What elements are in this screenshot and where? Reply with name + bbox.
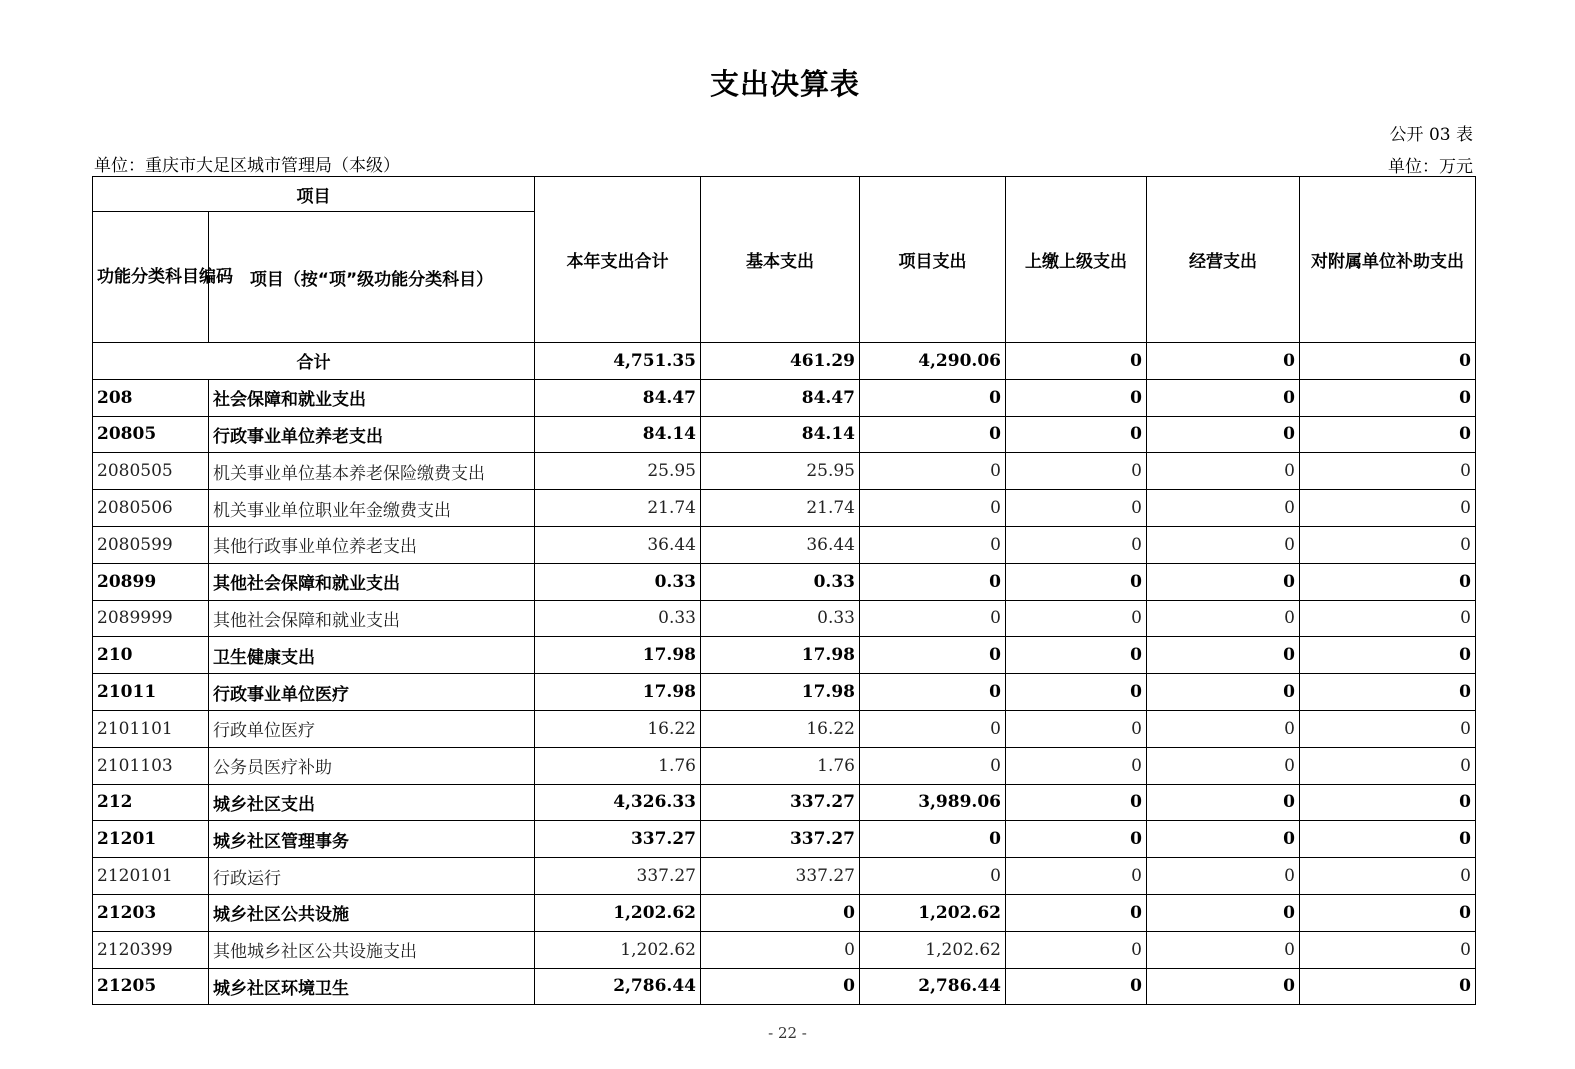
- cell-business: 0: [1147, 968, 1300, 1005]
- total-subsidy: 0: [1300, 343, 1476, 380]
- header-project: 项目: [93, 177, 535, 212]
- cell-business: 0: [1147, 637, 1300, 674]
- cell-project: 0: [860, 674, 1006, 711]
- table-row: [93, 674, 1476, 711]
- cell-code: 21205: [93, 968, 209, 1005]
- cell-project: 0: [860, 747, 1006, 784]
- cell-code: 21203: [93, 894, 209, 931]
- cell-project: 0: [860, 453, 1006, 490]
- cell-business: 0: [1147, 563, 1300, 600]
- cell-total: 0.33: [535, 600, 701, 637]
- cell-business: 0: [1147, 379, 1300, 416]
- cell-basic: 36.44: [701, 526, 860, 563]
- total-upper: 0: [1006, 343, 1147, 380]
- cell-code: 2120101: [93, 858, 209, 895]
- cell-name: 城乡社区支出: [209, 784, 535, 821]
- cell-name: 公务员医疗补助: [209, 747, 535, 784]
- cell-code: 2101103: [93, 747, 209, 784]
- header-total: 本年支出合计: [535, 177, 701, 343]
- cell-upper: 0: [1006, 894, 1147, 931]
- table-row: [93, 894, 1476, 931]
- cell-subsidy: 0: [1300, 858, 1476, 895]
- cell-upper: 0: [1006, 931, 1147, 968]
- total-basic: 461.29: [701, 343, 860, 380]
- cell-upper: 0: [1006, 747, 1147, 784]
- cell-basic: 0.33: [701, 563, 860, 600]
- cell-name: 行政事业单位养老支出: [209, 416, 535, 453]
- total-project: 4,290.06: [860, 343, 1006, 380]
- header-basic: 基本支出: [701, 177, 860, 343]
- cell-upper: 0: [1006, 637, 1147, 674]
- cell-name: 机关事业单位职业年金缴费支出: [209, 490, 535, 527]
- cell-upper: 0: [1006, 490, 1147, 527]
- cell-basic: 25.95: [701, 453, 860, 490]
- table-row: [93, 453, 1476, 490]
- cell-name: 行政运行: [209, 858, 535, 895]
- cell-basic: 0: [701, 931, 860, 968]
- cell-basic: 337.27: [701, 858, 860, 895]
- cell-subsidy: 0: [1300, 490, 1476, 527]
- cell-project: 0: [860, 637, 1006, 674]
- cell-code: 2089999: [93, 600, 209, 637]
- cell-basic: 337.27: [701, 784, 860, 821]
- cell-business: 0: [1147, 526, 1300, 563]
- cell-subsidy: 0: [1300, 747, 1476, 784]
- page-title: 支出决算表: [709, 67, 860, 101]
- cell-code: 212: [93, 784, 209, 821]
- cell-total: 84.47: [535, 379, 701, 416]
- cell-basic: 17.98: [701, 674, 860, 711]
- cell-name: 城乡社区环境卫生: [209, 968, 535, 1005]
- cell-subsidy: 0: [1300, 821, 1476, 858]
- cell-total: 0.33: [535, 563, 701, 600]
- cell-name: 其他社会保障和就业支出: [209, 600, 535, 637]
- cell-code: 21201: [93, 821, 209, 858]
- table-row: [93, 600, 1476, 637]
- table-row: [93, 710, 1476, 747]
- cell-name: 其他城乡社区公共设施支出: [209, 931, 535, 968]
- cell-upper: 0: [1006, 784, 1147, 821]
- table-row: [93, 526, 1476, 563]
- cell-project: 1,202.62: [860, 894, 1006, 931]
- total-label: 合计: [93, 343, 535, 380]
- cell-basic: 84.47: [701, 379, 860, 416]
- cell-project: 0: [860, 600, 1006, 637]
- cell-basic: 1.76: [701, 747, 860, 784]
- cell-basic: 0.33: [701, 600, 860, 637]
- cell-basic: 16.22: [701, 710, 860, 747]
- cell-business: 0: [1147, 858, 1300, 895]
- cell-business: 0: [1147, 747, 1300, 784]
- cell-project: 0: [860, 858, 1006, 895]
- cell-project: 0: [860, 416, 1006, 453]
- cell-code: 20805: [93, 416, 209, 453]
- cell-upper: 0: [1006, 453, 1147, 490]
- header-project-expense: 项目支出: [860, 177, 1006, 343]
- form-number: 公开 03 表: [1389, 125, 1473, 145]
- cell-basic: 21.74: [701, 490, 860, 527]
- cell-name: 卫生健康支出: [209, 637, 535, 674]
- table-row: [93, 637, 1476, 674]
- cell-business: 0: [1147, 416, 1300, 453]
- cell-basic: 17.98: [701, 637, 860, 674]
- cell-name: 城乡社区管理事务: [209, 821, 535, 858]
- cell-code: 2080506: [93, 490, 209, 527]
- cell-code: 2080505: [93, 453, 209, 490]
- cell-code: 2120399: [93, 931, 209, 968]
- cell-subsidy: 0: [1300, 453, 1476, 490]
- cell-subsidy: 0: [1300, 710, 1476, 747]
- cell-total: 4,326.33: [535, 784, 701, 821]
- table-row: [93, 784, 1476, 821]
- cell-name: 社会保障和就业支出: [209, 379, 535, 416]
- cell-subsidy: 0: [1300, 600, 1476, 637]
- table-row: [93, 416, 1476, 453]
- cell-upper: 0: [1006, 416, 1147, 453]
- cell-project: 1,202.62: [860, 931, 1006, 968]
- cell-code: 210: [93, 637, 209, 674]
- cell-code: 2080599: [93, 526, 209, 563]
- cell-code: 208: [93, 379, 209, 416]
- table-row: [93, 821, 1476, 858]
- cell-code: 21011: [93, 674, 209, 711]
- cell-upper: 0: [1006, 674, 1147, 711]
- cell-business: 0: [1147, 674, 1300, 711]
- cell-total: 1,202.62: [535, 894, 701, 931]
- cell-total: 1,202.62: [535, 931, 701, 968]
- cell-upper: 0: [1006, 379, 1147, 416]
- cell-name: 机关事业单位基本养老保险缴费支出: [209, 453, 535, 490]
- cell-name: 城乡社区公共设施: [209, 894, 535, 931]
- header-item-name: 项目（按“项”级功能分类科目）: [209, 212, 535, 343]
- cell-subsidy: 0: [1300, 674, 1476, 711]
- header-func-code: 功能分类科目编码: [93, 212, 209, 343]
- cell-project: 0: [860, 526, 1006, 563]
- total-row: [93, 343, 1476, 380]
- cell-subsidy: 0: [1300, 379, 1476, 416]
- cell-business: 0: [1147, 894, 1300, 931]
- cell-total: 1.76: [535, 747, 701, 784]
- header-upper: 上缴上级支出: [1006, 177, 1147, 343]
- cell-subsidy: 0: [1300, 931, 1476, 968]
- header-business: 经营支出: [1147, 177, 1300, 343]
- table-row: [93, 858, 1476, 895]
- unit-organization: 单位：重庆市大足区城市管理局（本级）: [94, 156, 400, 176]
- cell-business: 0: [1147, 490, 1300, 527]
- table-row: [93, 968, 1476, 1005]
- table-row: [93, 931, 1476, 968]
- cell-upper: 0: [1006, 710, 1147, 747]
- cell-name: 行政单位医疗: [209, 710, 535, 747]
- cell-subsidy: 0: [1300, 784, 1476, 821]
- expenditure-table: [92, 176, 1476, 1005]
- table-row: [93, 379, 1476, 416]
- unit-currency: 单位：万元: [1388, 157, 1473, 177]
- cell-project: 0: [860, 821, 1006, 858]
- cell-total: 25.95: [535, 453, 701, 490]
- header-subsidy: 对附属单位补助支出: [1300, 177, 1476, 343]
- cell-total: 21.74: [535, 490, 701, 527]
- cell-business: 0: [1147, 600, 1300, 637]
- cell-business: 0: [1147, 931, 1300, 968]
- cell-total: 36.44: [535, 526, 701, 563]
- cell-business: 0: [1147, 710, 1300, 747]
- cell-total: 2,786.44: [535, 968, 701, 1005]
- total-business: 0: [1147, 343, 1300, 380]
- table-row: [93, 563, 1476, 600]
- cell-total: 16.22: [535, 710, 701, 747]
- cell-upper: 0: [1006, 858, 1147, 895]
- cell-project: 0: [860, 379, 1006, 416]
- cell-total: 84.14: [535, 416, 701, 453]
- cell-business: 0: [1147, 453, 1300, 490]
- cell-total: 17.98: [535, 674, 701, 711]
- cell-subsidy: 0: [1300, 637, 1476, 674]
- cell-total: 337.27: [535, 858, 701, 895]
- table-body: [93, 343, 1476, 1005]
- table-row: [93, 490, 1476, 527]
- cell-subsidy: 0: [1300, 894, 1476, 931]
- cell-basic: 337.27: [701, 821, 860, 858]
- cell-basic: 84.14: [701, 416, 860, 453]
- cell-subsidy: 0: [1300, 526, 1476, 563]
- cell-subsidy: 0: [1300, 416, 1476, 453]
- cell-upper: 0: [1006, 600, 1147, 637]
- cell-upper: 0: [1006, 968, 1147, 1005]
- cell-subsidy: 0: [1300, 968, 1476, 1005]
- cell-name: 其他社会保障和就业支出: [209, 563, 535, 600]
- cell-upper: 0: [1006, 821, 1147, 858]
- cell-total: 337.27: [535, 821, 701, 858]
- cell-project: 3,989.06: [860, 784, 1006, 821]
- cell-project: 0: [860, 490, 1006, 527]
- cell-total: 17.98: [535, 637, 701, 674]
- cell-project: 2,786.44: [860, 968, 1006, 1005]
- cell-code: 20899: [93, 563, 209, 600]
- cell-project: 0: [860, 563, 1006, 600]
- cell-code: 2101101: [93, 710, 209, 747]
- table-row: [93, 747, 1476, 784]
- cell-basic: 0: [701, 968, 860, 1005]
- cell-basic: 0: [701, 894, 860, 931]
- cell-business: 0: [1147, 784, 1300, 821]
- cell-business: 0: [1147, 821, 1300, 858]
- cell-name: 行政事业单位医疗: [209, 674, 535, 711]
- cell-subsidy: 0: [1300, 563, 1476, 600]
- cell-upper: 0: [1006, 563, 1147, 600]
- total-total: 4,751.35: [535, 343, 701, 380]
- cell-upper: 0: [1006, 526, 1147, 563]
- cell-name: 其他行政事业单位养老支出: [209, 526, 535, 563]
- page-number: - 22 -: [768, 1024, 807, 1042]
- cell-project: 0: [860, 710, 1006, 747]
